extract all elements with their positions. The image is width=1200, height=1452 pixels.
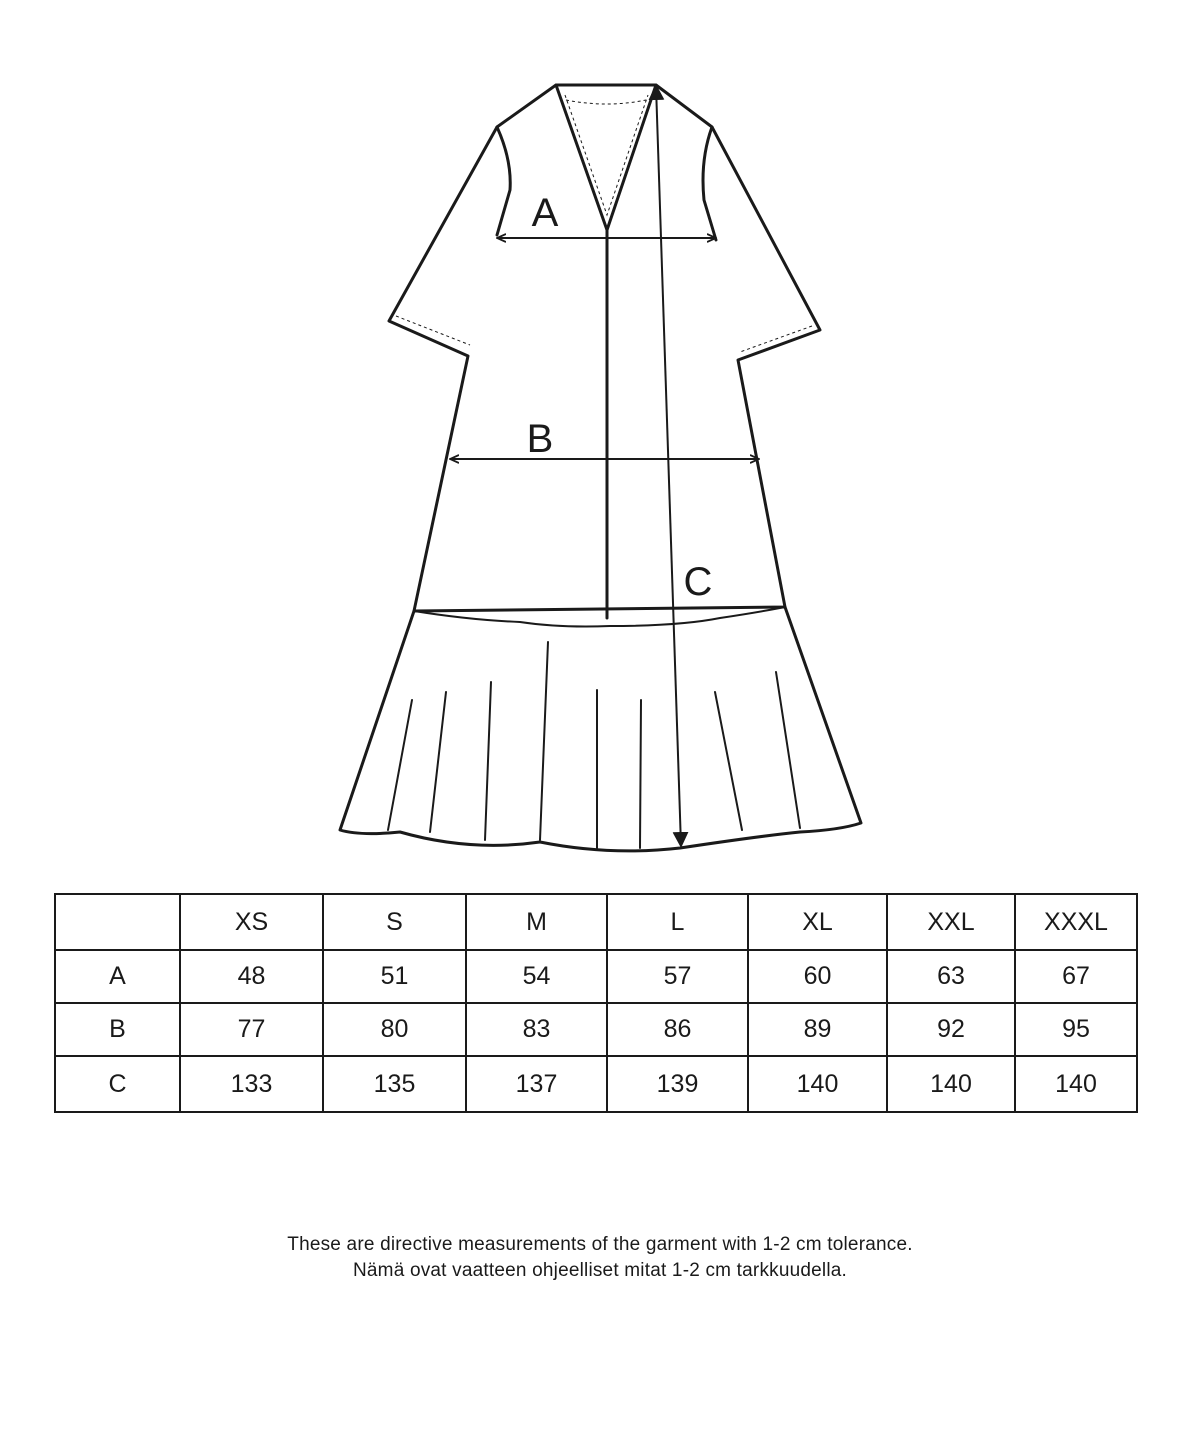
row-label: A [55,950,180,1003]
dress-outline [340,85,861,851]
row-label: C [55,1056,180,1112]
table-cell: 135 [323,1056,466,1112]
table-header-row [55,894,1137,950]
measure-c-arrow [656,86,681,846]
table-cell: 140 [748,1056,887,1112]
table-row [55,1003,1137,1056]
table-row [55,950,1137,1003]
table-row [55,1056,1137,1112]
table-cell: 57 [607,950,748,1003]
table-cell: 140 [887,1056,1015,1112]
table-corner-cell [55,894,180,950]
size-header-xxl: XXL [887,894,1015,950]
measure-b-label: B [526,417,554,461]
table-cell: 95 [1015,1003,1137,1056]
measure-a-label: A [531,191,559,235]
table-cell: 48 [180,950,323,1003]
size-header-xl: XL [748,894,887,950]
row-label: B [55,1003,180,1056]
table-cell: 77 [180,1003,323,1056]
size-header-xs: XS [180,894,323,950]
size-header-m: M [466,894,607,950]
size-header-l: L [607,894,748,950]
size-header-s: S [323,894,466,950]
table-cell: 60 [748,950,887,1003]
table-cell: 137 [466,1056,607,1112]
size-header-xxxl: XXXL [1015,894,1137,950]
size-chart-table [54,893,1138,1113]
tolerance-note-finnish: Nämä ovat vaatteen ohjeelliset mitat 1-2 cm tarkkuudella. [352,1260,848,1281]
table-cell: 54 [466,950,607,1003]
table-cell: 89 [748,1003,887,1056]
tolerance-note-english: These are directive measurements of the garment with 1-2 cm tolerance. [287,1234,913,1255]
table-cell: 139 [607,1056,748,1112]
measure-c-label: C [683,560,713,604]
table-cell: 80 [323,1003,466,1056]
table-cell: 92 [887,1003,1015,1056]
table-cell: 86 [607,1003,748,1056]
table-cell: 140 [1015,1056,1137,1112]
table-cell: 133 [180,1056,323,1112]
table-cell: 67 [1015,950,1137,1003]
table-cell: 51 [323,950,466,1003]
table-cell: 83 [466,1003,607,1056]
table-cell: 63 [887,950,1015,1003]
